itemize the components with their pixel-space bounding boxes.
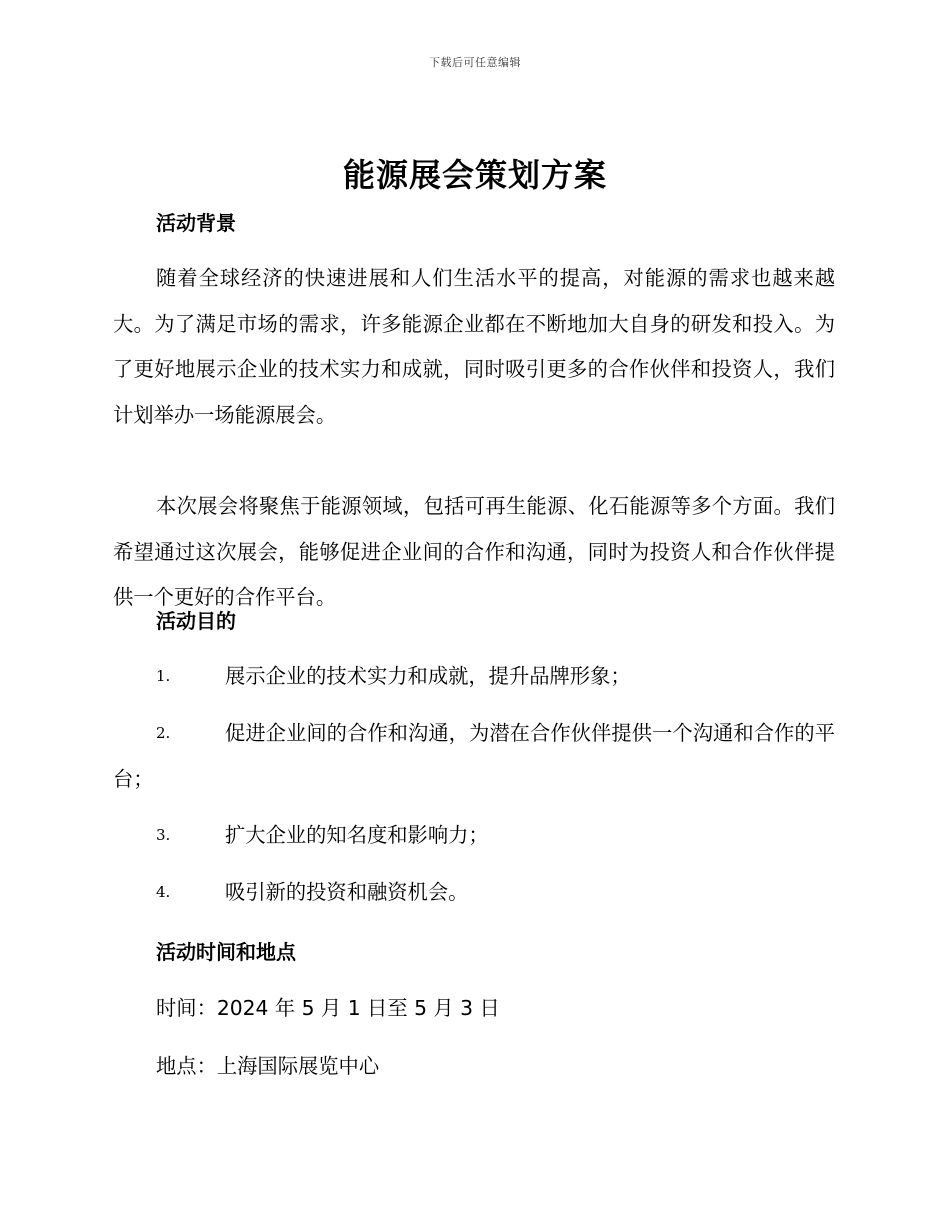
section-heading-time-place: 活动时间和地点 [156,940,296,964]
event-time: 时间：2024 年 5 月 1 日至 5 月 3 日 [156,996,500,1020]
list-text: 展示企业的技术实力和成就，提升品牌形象； [225,664,631,688]
list-text: 促进企业间的合作和沟通，为潜在合作伙伴提供一个沟通和合作的平台； [113,721,835,791]
header-note: 下载后可任意编辑 [429,56,521,69]
purpose-list-item [113,711,835,802]
paragraph-background-2: 本次展会将聚焦于能源领域，包括可再生能源、化石能源等多个方面。我们希望通过这次展会，能够促进企业间的合作和沟通，同时为投资人和合作伙伴提供一个更好的合作平台。 [113,494,835,609]
section-heading-background: 活动背景 [156,211,236,235]
document-title: 能源展会策划方案 [342,156,607,194]
list-number: 1. [156,667,171,685]
purpose-list-item [113,813,835,859]
section-heading-purpose: 活动目的 [156,609,236,633]
purpose-list-item [113,654,835,700]
list-number: 3. [156,826,171,844]
list-text: 吸引新的投资和融资机会。 [225,880,469,904]
paragraph-background-1: 随着全球经济的快速进展和人们生活水平的提高，对能源的需求也越来越大。为了满足市场的需求，许多能源企业都在不断地加大自身的研发和投入。为了更好地展示企业的技术实力和成就，同时吸引更多的合作伙伴和投资人，我们计划举办一场能源展会。 [113,266,835,427]
purpose-list-item [113,870,835,916]
list-text: 扩大企业的知名度和影响力； [225,823,489,847]
list-number: 4. [156,883,171,901]
event-place: 地点：上海国际展览中心 [156,1054,380,1078]
list-number: 2. [156,724,171,742]
